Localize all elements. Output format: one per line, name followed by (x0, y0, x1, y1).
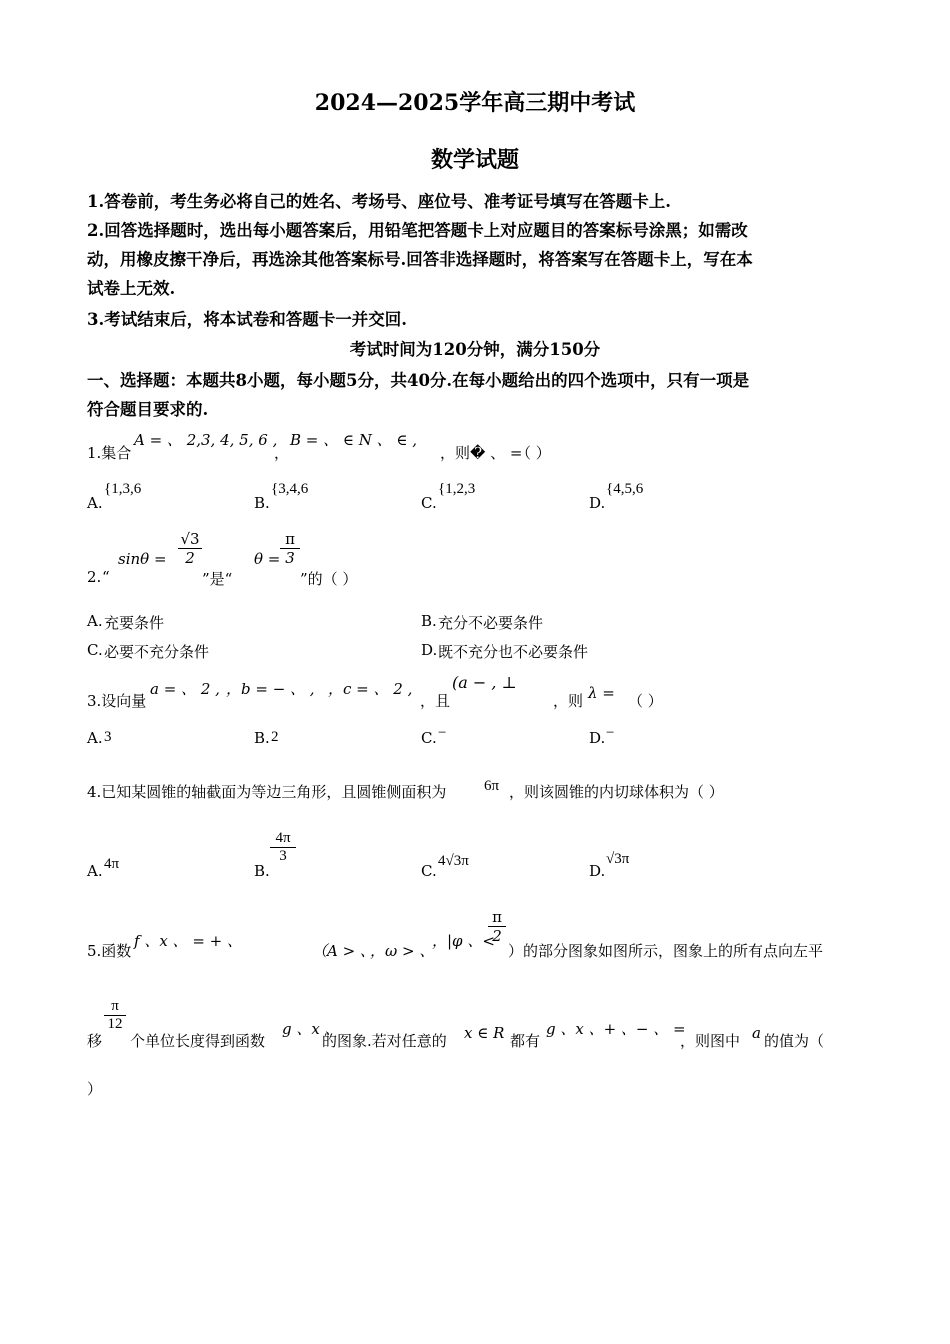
q4-option-d-value: √3π (606, 851, 630, 867)
time-note: 考试时间为120分钟，满分150分 (349, 340, 601, 359)
q1-set-a: A = 、 2,3, 4, 5, 6 , (134, 431, 278, 449)
instruction-2b: 动，用橡皮擦干净后，再选涂其他答案标号.回答非选择题时，将答案写在答题卡上，写在本 (87, 250, 753, 269)
q1-paren: （ ） (516, 444, 551, 462)
q1-option-c-label[interactable]: C. (421, 494, 437, 512)
q2-option-a-value: 充要条件 (104, 614, 165, 632)
q5-prefix: 5.函数 (87, 942, 132, 960)
q3-option-d-label[interactable]: D. (589, 729, 606, 747)
q2-mid-text: ”是“ (202, 570, 233, 588)
q3-condition: (a − , ⊥ (452, 673, 517, 692)
q1-set-b: B = 、 ∈ N 、 ∈ , (290, 431, 418, 449)
q2-frac-top: √3 (180, 530, 200, 548)
q5-phi-fraction (488, 908, 506, 945)
q2-number: 2. (87, 568, 102, 586)
q3-and: ，且 (420, 692, 451, 710)
exam-title: 2024—2025学年高三期中考试 (314, 90, 636, 116)
q1-option-b-value: {3,4,6 (271, 481, 309, 497)
q4-option-d-label[interactable]: D. (589, 862, 606, 880)
q1-prefix: 1.集合 (87, 444, 132, 462)
q5-cond-omega: ，ω > 、 (370, 942, 435, 960)
q4-option-b-fraction (270, 830, 296, 865)
q2-sin-fraction (178, 530, 202, 567)
q5-line2-prefix: 移 (87, 1032, 103, 1050)
q4-option-a-label[interactable]: A. (87, 862, 103, 880)
q5-function: f 、x 、 = + 、 (134, 932, 242, 950)
q3-vector-b: ，b = − 、 , (226, 680, 315, 698)
q2-option-a-label[interactable]: A. (87, 612, 103, 630)
q4-text-a: 4.已知某圆锥的轴截面为等边三角形，且圆锥侧面积为 (87, 783, 447, 801)
q5-text-d: 都有 (510, 1032, 541, 1050)
q4-option-a-value: 4π (104, 856, 120, 872)
q5-shift-bot: 12 (107, 1016, 123, 1032)
q5-cond-phi: ，|φ 、< (432, 932, 495, 950)
q2-open-quote: “ (102, 568, 110, 586)
q2-option-b-value: 充分不必要条件 (438, 614, 544, 632)
instruction-2c: 试卷上无效. (87, 279, 176, 298)
instruction-1: 1.答卷前，考生务必将自己的姓名、考场号、座位号、准考证号填写在答题卡上. (87, 192, 671, 211)
q5-cond-a: （A > 、 (312, 942, 375, 960)
instruction-3: 3.考试结束后，将本试卷和答题卡一并交回. (87, 310, 407, 329)
q4-option-b-label[interactable]: B. (254, 862, 270, 880)
section-heading-b: 符合题目要求的. (87, 400, 209, 419)
q5-x-in-r: x ∈ R (464, 1024, 505, 1042)
q3-option-c-label[interactable]: C. (421, 729, 437, 747)
q1-option-b-label[interactable]: B. (254, 494, 270, 512)
q3-vector-a: a = 、 2 , (150, 680, 220, 698)
q1-option-a-value: {1,3,6 (104, 481, 142, 497)
q3-option-a-value: 3 (104, 729, 112, 745)
q2-sin-expr: sinθ = (118, 550, 167, 568)
section-heading-a: 一、选择题：本题共8小题，每小题5分，共40分.在每小题给出的四个选项中，只有一项是 (87, 371, 750, 390)
q3-lambda: λ = (588, 684, 615, 702)
q4-option-b-top: 4π (275, 830, 291, 846)
q5-text-e: ，则图中 (680, 1032, 741, 1050)
exam-subtitle: 数学试题 (430, 147, 519, 173)
q1-comma: ， (274, 444, 290, 462)
q2-option-c-label[interactable]: C. (87, 641, 103, 659)
q2-option-c-value: 必要不充分条件 (104, 643, 210, 661)
q3-vector-c: ，c = 、 2 , (328, 680, 413, 698)
q3-then: ，则 (553, 692, 584, 710)
q4-option-c-value: 4√3π (438, 853, 469, 869)
q2-theta-expr: θ = (254, 550, 281, 568)
q4-text-b: ，则该圆锥的内切球体积为（ ） (509, 783, 724, 801)
q2-option-d-label[interactable]: D. (421, 641, 438, 659)
q4-option-c-label[interactable]: C. (421, 862, 437, 880)
q2-tail: ”的（ ） (300, 570, 358, 588)
q3-prefix: 3.设向量 (87, 692, 147, 710)
q5-text-a: ）的部分图象如图所示，图象上的所有点向左平 (508, 942, 824, 960)
q5-frac-bot: 2 (492, 927, 502, 945)
q5-g-function: g 、x 、 (282, 1020, 340, 1038)
q2-frac-bot: 2 (185, 549, 195, 567)
q2-theta-fraction (280, 530, 300, 567)
instruction-2a: 2.回答选择题时，选出每小题答案后，用铅笔把答题卡上对应题目的答案标号涂黑；如需改 (87, 221, 748, 240)
q5-line3: ） (87, 1080, 103, 1098)
q4-area: 6π (484, 778, 500, 794)
q3-option-c-value: − (438, 725, 447, 741)
q5-shift-fraction (104, 998, 126, 1033)
q5-text-f: 的值为（ (764, 1032, 825, 1050)
q1-option-a-label[interactable]: A. (87, 494, 103, 512)
q5-shift-top: π (111, 998, 119, 1014)
q5-a-variable: a (752, 1024, 761, 1042)
q2-frac2-top: π (285, 530, 295, 548)
q3-option-a-label[interactable]: A. (87, 729, 103, 747)
q5-frac-top: π (492, 908, 502, 926)
q5-text-b: 个单位长度得到函数 (130, 1032, 266, 1050)
q2-option-b-label[interactable]: B. (421, 612, 437, 630)
q5-text-c: 的图象.若对任意的 (322, 1032, 447, 1050)
q2-frac2-bot: 3 (285, 549, 295, 567)
q2-option-d-value: 既不充分也不必要条件 (438, 643, 589, 661)
q3-option-b-label[interactable]: B. (254, 729, 270, 747)
q5-g-equation: g 、x 、+ 、− 、 = (546, 1020, 686, 1038)
q3-option-b-value: 2 (271, 729, 279, 745)
q1-option-d-value: {4,5,6 (606, 481, 644, 497)
q4-option-b-bot: 3 (279, 848, 287, 864)
q1-tail: ，则� 、 = (440, 444, 523, 462)
q3-option-d-value: − (606, 725, 615, 741)
q1-option-d-label[interactable]: D. (589, 494, 606, 512)
q3-paren: （ ） (628, 692, 663, 710)
q1-option-c-value: {1,2,3 (438, 481, 476, 497)
